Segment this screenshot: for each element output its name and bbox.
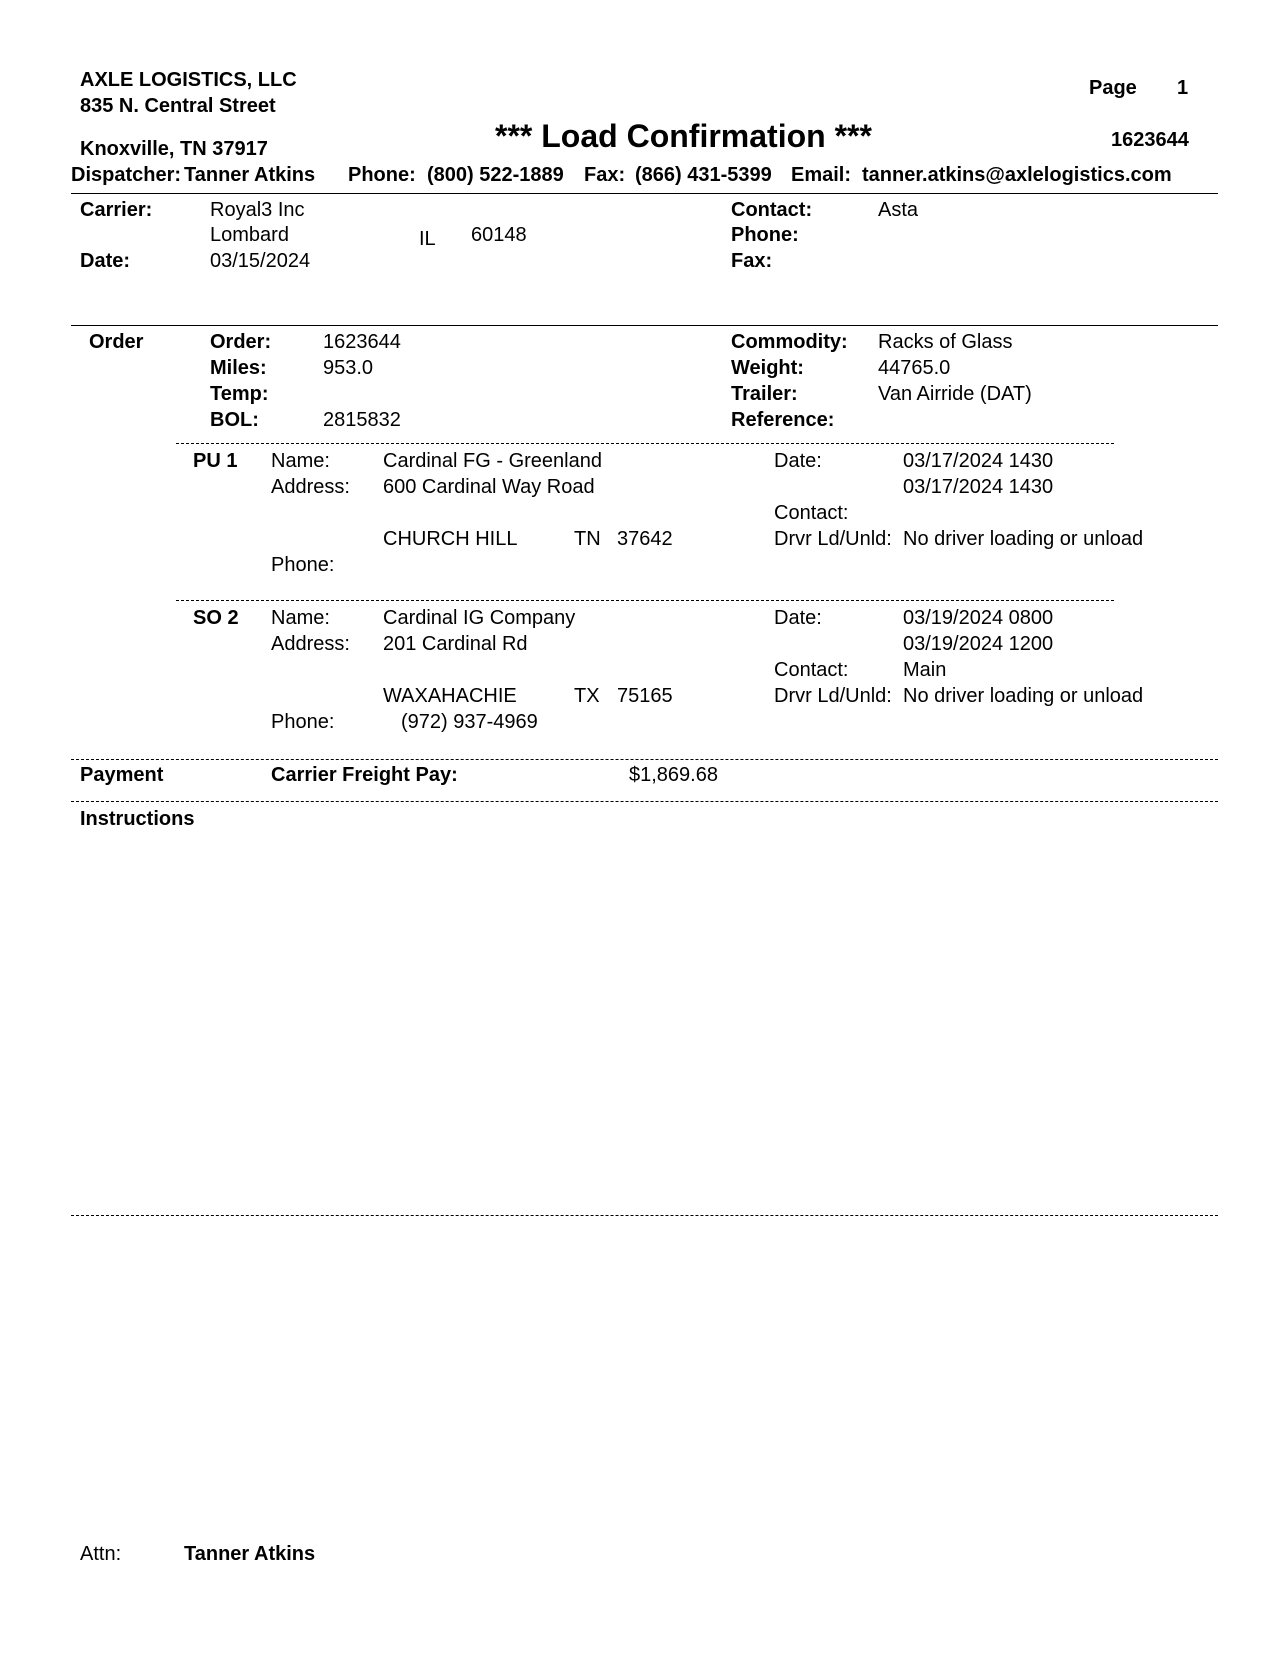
carrier-date: 03/15/2024 <box>210 250 311 272</box>
stop-address-label: Address: <box>271 476 350 498</box>
stop-date-1: 03/17/2024 1430 <box>903 450 1054 472</box>
reference-label: Reference: <box>731 409 835 431</box>
divider <box>71 759 1218 760</box>
stop-state: TN <box>574 528 601 550</box>
miles-label: Miles: <box>210 357 267 379</box>
carrier-zip: 60148 <box>471 224 527 246</box>
dispatcher-email: tanner.atkins@axlelogistics.com <box>862 164 1172 186</box>
company-name: AXLE LOGISTICS, LLC <box>80 69 297 91</box>
stop-drvr-label: Drvr Ld/Unld: <box>774 685 892 707</box>
weight-value: 44765.0 <box>878 357 951 379</box>
carrier-fax-label: Fax: <box>731 250 773 272</box>
bol-label: BOL: <box>210 409 259 431</box>
stop-address: 600 Cardinal Way Road <box>383 476 595 498</box>
freight-pay-label: Carrier Freight Pay: <box>271 764 458 786</box>
stop-contact: Main <box>903 659 947 681</box>
attn-name: Tanner Atkins <box>184 1543 316 1565</box>
stop-state: TX <box>574 685 600 707</box>
stop-zip: 75165 <box>617 685 673 707</box>
dispatcher-phone: (800) 522-1889 <box>427 164 564 186</box>
stop-phone: (972) 937-4969 <box>401 711 538 733</box>
commodity-label: Commodity: <box>731 331 848 353</box>
trailer-label: Trailer: <box>731 383 798 405</box>
carrier-label: Carrier: <box>80 199 153 221</box>
stop-address-label: Address: <box>271 633 350 655</box>
stop-address: 201 Cardinal Rd <box>383 633 528 655</box>
stop-drvr-label: Drvr Ld/Unld: <box>774 528 892 550</box>
divider <box>71 325 1218 326</box>
stop-date-2: 03/19/2024 1200 <box>903 633 1054 655</box>
order-label: Order: <box>210 331 272 353</box>
stop-city: WAXAHACHIE <box>383 685 517 707</box>
stop-name: Cardinal FG - Greenland <box>383 450 602 472</box>
commodity-value: Racks of Glass <box>878 331 1013 353</box>
divider <box>71 193 1218 194</box>
stop-date-label: Date: <box>774 607 822 629</box>
instructions-label: Instructions <box>80 808 195 830</box>
company-street: 835 N. Central Street <box>80 95 276 117</box>
stop-date-label: Date: <box>774 450 822 472</box>
carrier-contact: Asta <box>878 199 919 221</box>
weight-label: Weight: <box>731 357 804 379</box>
load-number: 1623644 <box>1111 129 1189 151</box>
freight-pay-amount: $1,869.68 <box>629 764 718 786</box>
stop-phone-label: Phone: <box>271 554 335 576</box>
order-section-label: Order <box>89 331 144 353</box>
dispatcher-phone-label: Phone: <box>348 164 416 186</box>
carrier-phone-label: Phone: <box>731 224 799 246</box>
miles-value: 953.0 <box>323 357 374 379</box>
stop-contact-label: Contact: <box>774 502 849 524</box>
payment-section-label: Payment <box>80 764 164 786</box>
attn-label: Attn: <box>80 1543 122 1565</box>
carrier-contact-label: Contact: <box>731 199 813 221</box>
stop-drvr: No driver loading or unload <box>903 685 1144 707</box>
page-title: *** Load Confirmation *** <box>495 118 872 154</box>
stop-contact-label: Contact: <box>774 659 849 681</box>
stop-date-2: 03/17/2024 1430 <box>903 476 1054 498</box>
carrier-state: IL <box>419 228 436 250</box>
dispatcher-fax: (866) 431-5399 <box>635 164 772 186</box>
bol-value: 2815832 <box>323 409 401 431</box>
temp-label: Temp: <box>210 383 269 405</box>
divider <box>71 1215 1218 1216</box>
dispatcher-name: Tanner Atkins <box>184 164 316 186</box>
page-number: 1 <box>1177 77 1189 99</box>
stop-drvr: No driver loading or unload <box>903 528 1144 550</box>
divider <box>176 600 1114 601</box>
carrier-date-label: Date: <box>80 250 131 272</box>
divider <box>176 443 1114 444</box>
dispatcher-email-label: Email: <box>791 164 852 186</box>
stop-name: Cardinal IG Company <box>383 607 576 629</box>
company-city: Knoxville, TN 37917 <box>80 138 268 160</box>
dispatcher-fax-label: Fax: <box>584 164 626 186</box>
stop-date-1: 03/19/2024 0800 <box>903 607 1054 629</box>
stop-code: PU 1 <box>193 450 238 472</box>
stop-city: CHURCH HILL <box>383 528 518 550</box>
stop-code: SO 2 <box>193 607 239 629</box>
stop-zip: 37642 <box>617 528 673 550</box>
page-label: Page <box>1089 77 1137 99</box>
stop-name-label: Name: <box>271 607 330 629</box>
stop-phone-label: Phone: <box>271 711 335 733</box>
carrier-city: Lombard <box>210 224 289 246</box>
dispatcher-label: Dispatcher: <box>71 164 182 186</box>
trailer-value: Van Airride (DAT) <box>878 383 1032 405</box>
order-number: 1623644 <box>323 331 401 353</box>
divider <box>71 801 1218 802</box>
carrier-name: Royal3 Inc <box>210 199 305 221</box>
stop-name-label: Name: <box>271 450 330 472</box>
